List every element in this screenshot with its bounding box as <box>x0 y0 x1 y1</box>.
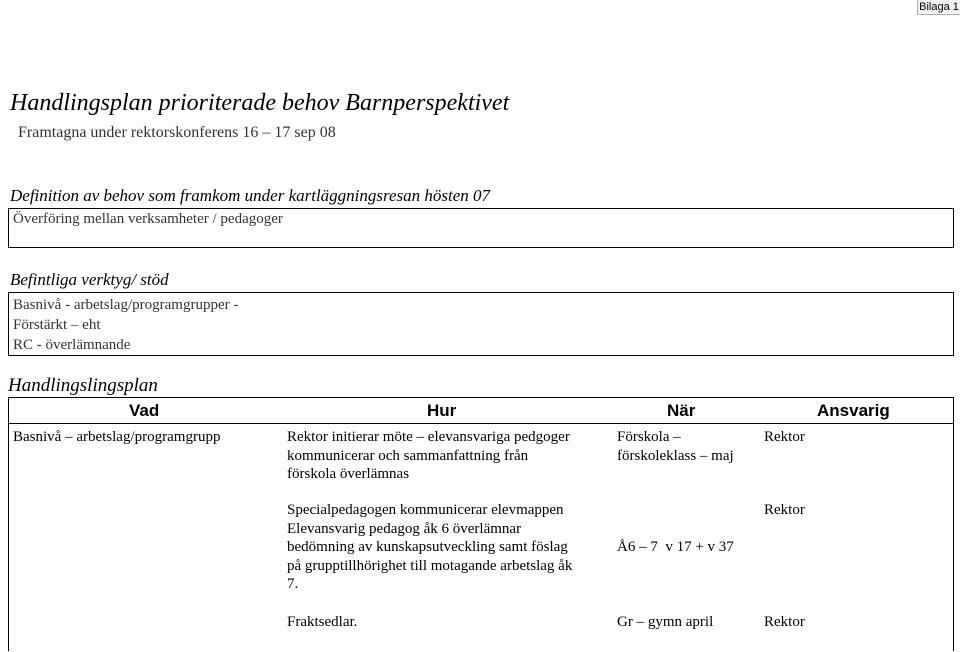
hur-line: Rektor initierar möte – elevansvariga pedgoger <box>287 429 570 445</box>
tools-line-2: Förstärkt – eht <box>13 317 101 333</box>
hur-cell-1 <box>287 428 570 484</box>
nar-cell-1 <box>617 428 734 465</box>
ansvarig-cell-2: Rektor <box>764 502 805 518</box>
hur-cell-2 <box>287 501 572 594</box>
definition-box <box>8 208 954 248</box>
hur-line: Fraktsedlar. <box>287 614 358 630</box>
column-header-ansvarig: Ansvarig <box>817 401 890 420</box>
definition-line: Överföring mellan verksamheter / pedagoger <box>13 211 283 227</box>
column-header-vad: Vad <box>129 401 160 420</box>
nar-line: förskoleklass – maj <box>617 447 734 464</box>
document-title: Handlingsplan prioriterade behov Barnperspektivet <box>10 90 510 116</box>
column-header-hur: Hur <box>427 401 457 420</box>
tools-heading: Befintliga verktyg/ stöd <box>10 270 169 289</box>
nar-line: Förskola – <box>617 429 681 445</box>
tools-box <box>8 292 954 356</box>
plan-table <box>8 397 954 651</box>
tools-line-1: Basnivå - arbetslag/programgrupper - <box>13 297 239 313</box>
nar-cell-3 <box>617 613 713 632</box>
ansvarig-cell-1: Rektor <box>764 429 805 445</box>
column-header-nar: När <box>667 401 696 420</box>
ansvarig-cell-3: Rektor <box>764 614 805 630</box>
hur-cell-3 <box>287 613 357 632</box>
hur-line: förskola överlämnas <box>287 466 410 482</box>
hur-line: Elevansvarig pedagog åk 6 överlämnar <box>287 520 522 537</box>
vad-cell: Basnivå – arbetslag/programgrupp <box>13 429 221 445</box>
nar-line: Å6 – 7 v 17 + v 37 <box>617 539 734 555</box>
definition-heading: Definition av behov som framkom under kartläggningsresan hösten 07 <box>10 186 491 205</box>
nar-cell-2 <box>617 501 734 594</box>
tools-line-3: RC - överlämnande <box>13 337 131 353</box>
hur-line: på grupptillhörighet till motagande arbetslag åk <box>287 557 573 574</box>
document-subtitle: Framtagna under rektorskonferens 16 – 17 sep 08 <box>18 124 336 141</box>
hur-line: bedömning av kunskapsutveckling samt föslag <box>287 539 568 555</box>
hur-line: kommunicerar och sammanfattning från <box>287 447 529 464</box>
attachment-badge: Bilaga 1 <box>917 0 960 15</box>
plan-heading: Handlingslingsplan <box>8 375 158 396</box>
hur-line: Specialpedagogen kommunicerar elevmappen <box>287 502 564 518</box>
nar-line: Gr – gymn april <box>617 614 714 630</box>
plan-table-header <box>9 398 953 424</box>
hur-line: 7. <box>287 576 299 592</box>
